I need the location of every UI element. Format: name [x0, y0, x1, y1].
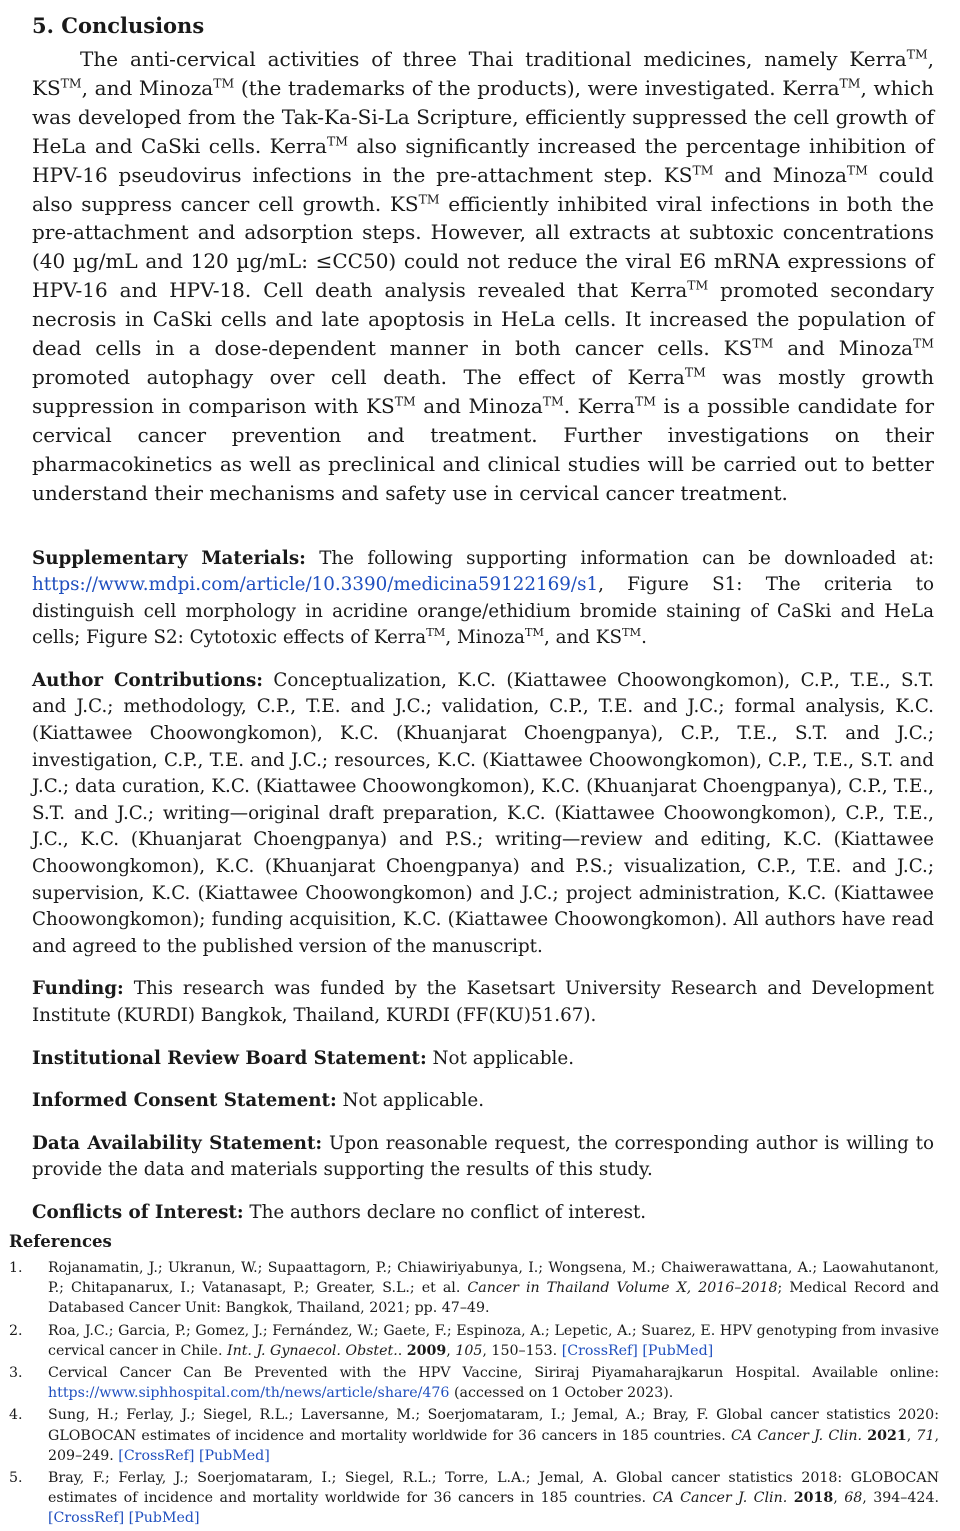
reference-punct: , [446, 1342, 456, 1359]
consent-label: Informed Consent Statement: [32, 1090, 337, 1112]
reference-number: 2. [9, 1322, 23, 1339]
conclusions-text: , KS [32, 47, 934, 100]
conclusions-text: promoted secondary necrosis in CaSki cells and late apoptosis in HeLa cells. It increased the population of dead cells in a dose-dependent manner in both cancer cells. KS [32, 278, 934, 361]
reference-punct: , [906, 1427, 917, 1444]
reference-text: Rojanamatin, J.; Ukranun, W.; Supaattagorn, P.; Chiawiriyabunya, I.; Wongsena, M.; Chaiwerawattana, A.; Laowahutanont, P.; Chitapanarux, I.; Vatanasapt, P.; Greater, S.L.; et al. [48, 1260, 939, 1297]
trademark-sup: TM [542, 393, 564, 409]
reference-volume: 71 [916, 1427, 935, 1444]
conclusions-text: and Minoza [713, 162, 847, 187]
conclusions-text: efficiently inhibited viral infections in both the pre-attachment and adsorption steps. However, all extracts at subtoxic concentrations (40 µg/mL and 120 µg/mL: ≤CC50) could not reduce the viral E6 mRNA expressions of HPV-16 and HPV-18. Cell death analysis revealed that Kerra [32, 191, 934, 303]
reference-punct: , [833, 1490, 845, 1507]
reference-item [9, 1363, 939, 1403]
reference-punct: . [397, 1342, 407, 1359]
trademark-sup: TM [418, 190, 440, 206]
trademark-sup: TM [752, 335, 774, 351]
crossref-link[interactable]: [CrossRef] [118, 1447, 195, 1464]
consent-text: Not applicable. [336, 1090, 485, 1112]
irb-label: Institutional Review Board Statement: [32, 1047, 427, 1069]
conflicts-text: The authors declare no conflict of interest. [243, 1201, 647, 1223]
supplementary-label: Supplementary Materials: [32, 547, 306, 569]
conclusions-text: (the trademarks of the products), were investigated. Kerra [234, 75, 840, 100]
author-contributions [32, 668, 934, 961]
author-contributions-label: Author Contributions: [32, 669, 264, 691]
trademark-sup: TM [684, 364, 706, 380]
pubmed-link[interactable]: [PubMed] [642, 1342, 714, 1359]
supplementary-text: The following supporting information can be downloaded at: [305, 547, 934, 569]
conclusions-text: . Kerra [563, 393, 635, 418]
trademark-sup: TM [213, 75, 235, 91]
data-availability-label: Data Availability Statement: [32, 1132, 323, 1154]
trademark-sup: TM [426, 625, 446, 640]
reference-year: 2009 [406, 1342, 447, 1359]
conclusions-text: and Minoza [773, 336, 914, 361]
trademark-sup: TM [687, 277, 709, 293]
reference-number: 5. [9, 1470, 23, 1487]
trademark-sup: TM [692, 161, 714, 177]
reference-pages: , 394–424. [862, 1490, 939, 1507]
irb-text: Not applicable. [426, 1047, 575, 1069]
reference-url-link[interactable]: https://www.siphhospital.com/th/news/article/share/476 [48, 1385, 450, 1402]
funding-label: Funding: [32, 978, 124, 1000]
conclusions-text: also significantly increased the percentage inhibition of HPV-16 pseudovirus infections in the pre-attachment step. KS [32, 133, 935, 187]
irb-statement [32, 1046, 934, 1073]
reference-text: Bray, F.; Ferlay, J.; Soerjomataram, I.; Siegel, R.L.; Torre, L.A.; Jemal, A. Global cancer statistics 2018: GLOBOCAN estimates of incidence and mortality worldwide for 36 cancers in 185 countries. [48, 1470, 939, 1507]
data-availability-text: Upon reasonable request, the corresponding author is willing to provide the data and materials supporting the results of this study. [32, 1132, 934, 1181]
reference-text: (accessed on 1 October 2023). [449, 1385, 674, 1402]
reference-journal: CA Cancer J. Clin. [652, 1490, 788, 1507]
trademark-sup: TM [326, 133, 348, 149]
trademark-sup: TM [394, 393, 416, 409]
conclusions-text: promoted autophagy over cell death. The effect of Kerra [32, 364, 685, 389]
reference-number: 4. [9, 1407, 23, 1424]
trademark-sup: TM [906, 46, 928, 62]
reference-year: 2021 [867, 1427, 907, 1444]
reference-pages: , 209–249. [48, 1427, 939, 1464]
main-column [32, 12, 934, 1243]
conflicts-label: Conflicts of Interest: [32, 1201, 244, 1223]
reference-text: Cervical Cancer Can Be Prevented with the HPV Vaccine, Siriraj Piyamaharajkarun Hospital. Available online: [48, 1365, 939, 1382]
reference-volume: 68 [844, 1490, 863, 1507]
funding-statement [32, 976, 934, 1029]
conclusions-paragraph [32, 45, 934, 508]
supplementary-text: , Figure S1: The criteria to distinguish cell morphology in acridine orange/ethidium bromide staining of CaSki and HeLa cells; Figure S2: Cytotoxic effects of Kerra [32, 574, 934, 649]
reference-item [9, 1258, 939, 1319]
reference-item [9, 1321, 939, 1361]
references-heading: References [9, 1232, 112, 1251]
conclusions-text: , and Minoza [81, 75, 214, 100]
conclusions-text: could also suppress cancer cell growth. KS [32, 162, 934, 216]
trademark-sup: TM [839, 75, 861, 91]
data-availability-statement [32, 1131, 934, 1184]
section-spacer [32, 508, 934, 546]
section-heading-conclusions: 5. Conclusions [32, 13, 205, 38]
trademark-sup: TM [622, 625, 642, 640]
supplementary-text: , and KS [544, 627, 622, 649]
conflicts-statement [32, 1200, 934, 1227]
reference-volume: 105 [455, 1342, 483, 1359]
reference-pages: , 150–153. [482, 1342, 562, 1359]
supplementary-materials [32, 546, 934, 652]
consent-statement [32, 1088, 934, 1115]
conclusions-text: is a possible candidate for cervical cancer prevention and treatment. Further investigations on their pharmacokinetics as well as preclinical and clinical studies will be carried out to better understand their mechanisms and safety use in cervical cancer treatment. [32, 393, 934, 505]
reference-text: Roa, J.C.; Garcia, P.; Gomez, J.; Fernández, W.; Gaete, F.; Espinoza, A.; Lepetic, A.; Suarez, E. HPV genotyping from invasive cervical cancer in Chile. [48, 1322, 939, 1359]
crossref-link[interactable]: [CrossRef] [48, 1510, 125, 1527]
reference-item [9, 1405, 939, 1466]
reference-number: 3. [9, 1365, 23, 1382]
supplementary-text: , Minoza [445, 627, 525, 649]
reference-number: 1. [9, 1260, 23, 1276]
trademark-sup: TM [60, 75, 82, 91]
trademark-sup: TM [524, 625, 544, 640]
funding-text: This research was funded by the Kasetsart University Research and Development Institute (KURDI) Bangkok, Thailand, KURDI (FF(KU)51.67). [32, 978, 934, 1026]
trademark-sup: TM [846, 161, 868, 177]
crossref-link[interactable]: [CrossRef] [561, 1342, 638, 1359]
supplementary-link[interactable]: https://www.mdpi.com/article/10.3390/medicina59122169/s1 [32, 574, 599, 596]
reference-journal: CA Cancer J. Clin. [731, 1427, 862, 1444]
supplementary-text: . [641, 627, 647, 649]
pubmed-link[interactable]: [PubMed] [198, 1447, 270, 1464]
trademark-sup: TM [913, 335, 934, 351]
reference-journal: Int. J. Gynaecol. Obstet. [226, 1342, 398, 1359]
trademark-sup: TM [634, 393, 656, 409]
reference-text: ; Medical Record and Databased Cancer Unit: Bangkok, Thailand, 2021; pp. 47–49. [48, 1280, 939, 1317]
reference-text: Sung, H.; Ferlay, J.; Siegel, R.L.; Laversanne, M.; Soerjomataram, I.; Jemal, A.; Bray, F. Global cancer statistics 2020: GLOBOCAN estimates of incidence and mortality worldwide for 36 cancers in 185 countries. [48, 1407, 939, 1444]
author-contributions-text: Conceptualization, K.C. (Kiattawee Choowongkomon), C.P., T.E., S.T. and J.C.; methodology, C.P., T.E. and J.C.; validation, C.P., T.E. and J.C.; formal analysis, K.C. (Kiattawee Choowongkomon), K.C. (Khuanjarat Choengpanya), C.P., T.E., S.T. and J.C.; investigation, C.P., T.E. and J.C.; resources, K.C. (Kiattawee Choowongkomon), C.P., T.E., S.T. and J.C.; data curation, K.C. (Kiattawee Choowongkomon), K.C. (Khuanjarat Choengpanya), C.P., T.E., S.T. and J.C.; writing—original draft preparation, K.C. (Kiattawee Choowongkomon), C.P., T.E., J.C., K.C. (Khuanjarat Choengpanya) and P.S.; writing—review and editing, K.C. (Kiattawee Choowongkomon), K.C. (Khuanjarat Choengpanya) and P.S.; visualization, C.P., T.E. and J.C.; supervision, K.C. (Kiattawee Choowongkomon) and J.C.; project administration, K.C. (Kiattawee Choowongkomon); funding acquisition, K.C. (Kiattawee Choowongkomon). All authors have read and agreed to the published version of the manuscript. [32, 669, 934, 957]
reference-title: Cancer in Thailand Volume X, 2016–2018 [467, 1280, 778, 1297]
reference-item [9, 1468, 939, 1529]
conclusions-text: and Minoza [415, 393, 543, 418]
conclusions-text: was mostly growth suppression in comparison with KS [32, 364, 934, 418]
reference-year: 2018 [793, 1490, 834, 1507]
references-list [9, 1258, 939, 1531]
conclusions-text: The anti-cervical activities of three Thai traditional medicines, namely Kerra [80, 47, 907, 71]
conclusions-text: , which was developed from the Tak-Ka-Si-La Scripture, efficiently suppressed the cell growth of HeLa and CaSki cells. Kerra [32, 75, 934, 158]
pubmed-link[interactable]: [PubMed] [128, 1510, 200, 1527]
